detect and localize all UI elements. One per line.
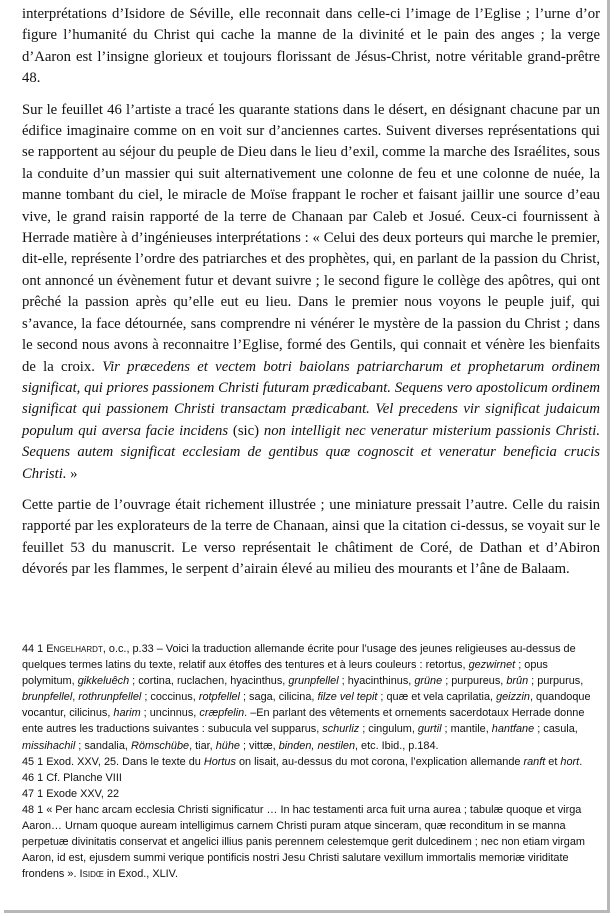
note-segment: , quandoque vocantur, cilicinus, bbox=[22, 691, 591, 720]
note-segment: Römschübe bbox=[130, 739, 190, 752]
document-page bbox=[4, 0, 610, 913]
note-segment: ; coccinus, bbox=[141, 691, 199, 704]
note-segment: ; saga, cilicina, bbox=[239, 691, 318, 704]
note-segment: 46 1 Cf. Planche VIII bbox=[22, 771, 122, 784]
text-segment: » bbox=[66, 465, 78, 482]
note-segment: gikkeluêch bbox=[77, 675, 130, 688]
note-segment: ; hyacinthinus, bbox=[338, 675, 415, 688]
note-segment: hantfane bbox=[491, 723, 535, 736]
note-segment: brûn bbox=[506, 675, 529, 688]
note-segment: ; cortina, ruclachen, hyacinthus, bbox=[129, 675, 289, 688]
note-segment: 47 1 Exode XXV, 22 bbox=[22, 787, 120, 800]
text-segment: Sur le feuillet 46 l’artiste a tracé les quarante stations dans le désert, en désignant chacune par un édifice imaginaire comme on en voit sur d’anciennes cartes. Suivent diverses représentations qui se rapportent au séjour du peuple de Dieu dans le lieu d’exil, comme la marche des Israélites, sous la conduite d’un massier qui suit alternativement une colonne de feu et une colonne de nuée, la manne tombant du ciel, le miracle de Moïse frappant le rocher et faisant jaillir une source d’eau vive, le grand raisin rapporté de la terre de Chanaan par Caleb et Josué. Ceux-ci fournissent à Herrade matière à d’ingénieuses interprétations : « Celui des deux porteurs qui marche le premier, dit-elle, représente l’ordre des patriarches et des prophètes, qui, en parlant de la passion du Christ, ont annoncé un évènement futur et devant suivre ; le second figure le collège des apôtres, qui ont prêché la passion après qu’elle eut eu lieu. Dans le premier nous voyons le peuple juif, qui s’avance, la face détournée, sans comprendre ni vénérer le mystère de la passion du Christ ; dans le second nous avons à reconnaitre l’Eglise, formé des Gentils, qui connait et vénère les bienfaits de la croix. bbox=[22, 101, 600, 375]
note-segment: ; purpureus, bbox=[442, 675, 507, 688]
note-segment: binden, nestilen bbox=[278, 739, 355, 752]
note-segment: grüne bbox=[414, 675, 443, 688]
note-segment: ranft bbox=[523, 755, 546, 768]
note-segment: rothrunpfellel bbox=[78, 691, 142, 704]
note-segment: missihachil bbox=[22, 739, 76, 752]
note-segment: et bbox=[545, 755, 561, 768]
note-segment: rotpfellel bbox=[198, 691, 240, 704]
note-segment: filze vel tepit bbox=[317, 691, 378, 704]
note-segment: gurtil bbox=[417, 723, 442, 736]
note-segment: , etc. Ibid., p.184. bbox=[355, 739, 439, 752]
text-segment: (sic) bbox=[228, 422, 264, 439]
footnotes bbox=[22, 641, 600, 882]
note-segment: gezwirnet bbox=[468, 659, 516, 672]
text-segment: Cette partie de l’ouvrage était richement illustrée ; une miniature pressait l’autre. Celle du raisin rapporté par les explorateurs de la terre de Chanaan, ainsi que la citation ci-dessus, se voyait sur le feuillet 53 du manuscrit. Le verso représentait le châtiment de Coré, de Dathan et d’Abiron dévorés par les flammes, le serpent d’airain élevé au milieu des mourants et l’âne de Balaam. bbox=[22, 496, 600, 578]
note-segment: 48 1 « Per hanc arcam ecclesia Christi significatur … In hac testamenti arca fuit urna aurea ; tabulæ quoque et virga Aaron… Urnam quoque auream intelligimus carnem Christi puram atque sinceram, quæ reconditum in se manna perpetuæ divinitatis conservat et angelici illius panis perennem celestemque gerit dulcedinem ; nec non etiam virgam Aaron, id est, ejusdem summi verique pontificis nostri Jesu Christi salutare vexillum immortalis memoriæ viriditate frondens ». bbox=[22, 803, 585, 881]
note-segment: 45 1 Exod. XXV, 25. Dans le texte du bbox=[22, 755, 204, 768]
note-segment: Hortus bbox=[203, 755, 236, 768]
note-segment: ; sandalia, bbox=[75, 739, 131, 752]
note-segment: cræpfelin bbox=[199, 707, 245, 720]
note-segment: ; uncinnus, bbox=[140, 707, 200, 720]
note-segment: , bbox=[72, 691, 79, 704]
footnote-46 bbox=[22, 770, 600, 786]
footnote-45 bbox=[22, 754, 600, 770]
note-segment: . bbox=[579, 755, 583, 768]
footnote-48 bbox=[22, 802, 600, 882]
note-segment: schurliz bbox=[322, 723, 360, 736]
note-segment: ; cingulum, bbox=[359, 723, 418, 736]
footnote-47 bbox=[22, 786, 600, 802]
note-segment: ; vittæ, bbox=[239, 739, 279, 752]
latin-quote: non intelligit nec veneratur misterium passionis Christi. Sequens autem significat ecclesiam de gentibus quæ cognoscit et veneratur beneficia crucis Christi. bbox=[22, 422, 600, 482]
note-segment: . –En parlant des vêtements et ornements sacerdotaux Herrade donne ente autres les traductions suivantes : subucula vel supparus, bbox=[22, 707, 585, 736]
note-segment: on lisait, au-dessus du mot corona, l’explication allemande bbox=[235, 755, 524, 768]
note-segment: Isidœ bbox=[79, 868, 104, 881]
note-segment: ; casula, bbox=[534, 723, 578, 736]
note-segment: in Exod., XLIV. bbox=[103, 868, 178, 881]
text-segment: interprétations d’Isidore de Séville, elle reconnait dans celle-ci l’image de l’Eglise ; l’urne d’or figure l’humanité du Christ qui cache la manne de la divinité et le pain des anges ; la verge d’Aaron est l’insigne glorieux et toujours florissant de Jésus-Christ, notre véritable grand-prêtre 48. bbox=[22, 6, 600, 87]
main-text bbox=[22, 4, 600, 591]
note-segment: ; purpurus, bbox=[528, 675, 584, 688]
latin-quote: Vir præcedens et vectem botri baiolans patriarcharum et prophetarum ordinem significat, qui priores passionem Christi futuram prædicabant. Sequens vero apostolicum ordinem significat qui passionem Christi transactam prædicabant. Vel precedens vir significat judaicum populum qui aversa facie incidens bbox=[22, 358, 600, 439]
paragraph-2 bbox=[22, 100, 600, 485]
paragraph-1 bbox=[22, 4, 600, 90]
footnote-44 bbox=[22, 641, 600, 754]
note-segment: brunpfellel bbox=[22, 691, 73, 704]
note-segment: Engelhardt bbox=[46, 643, 103, 655]
note-segment: ; quæ et vela caprilatia, bbox=[377, 691, 497, 704]
note-segment: grunpfellel bbox=[288, 675, 339, 688]
note-segment: , tiar, bbox=[189, 739, 216, 752]
note-segment: , o.c., p.33 – Voici la traduction allemande écrite pour l’usage des jeunes religieuses au-dessus de quelques termes latins du texte, relatif aux étoffes des tentures et à leurs couleurs : retortus, bbox=[22, 643, 576, 672]
note-segment: harim bbox=[113, 707, 141, 720]
note-segment: ; mantile, bbox=[441, 723, 492, 736]
note-segment: hort bbox=[560, 755, 580, 768]
note-segment: 44 1 bbox=[22, 643, 47, 655]
note-segment: ; opus polymitum, bbox=[22, 659, 548, 688]
paragraph-3 bbox=[22, 495, 600, 581]
note-segment: geizzin bbox=[496, 691, 530, 704]
note-segment: hühe bbox=[215, 739, 240, 752]
